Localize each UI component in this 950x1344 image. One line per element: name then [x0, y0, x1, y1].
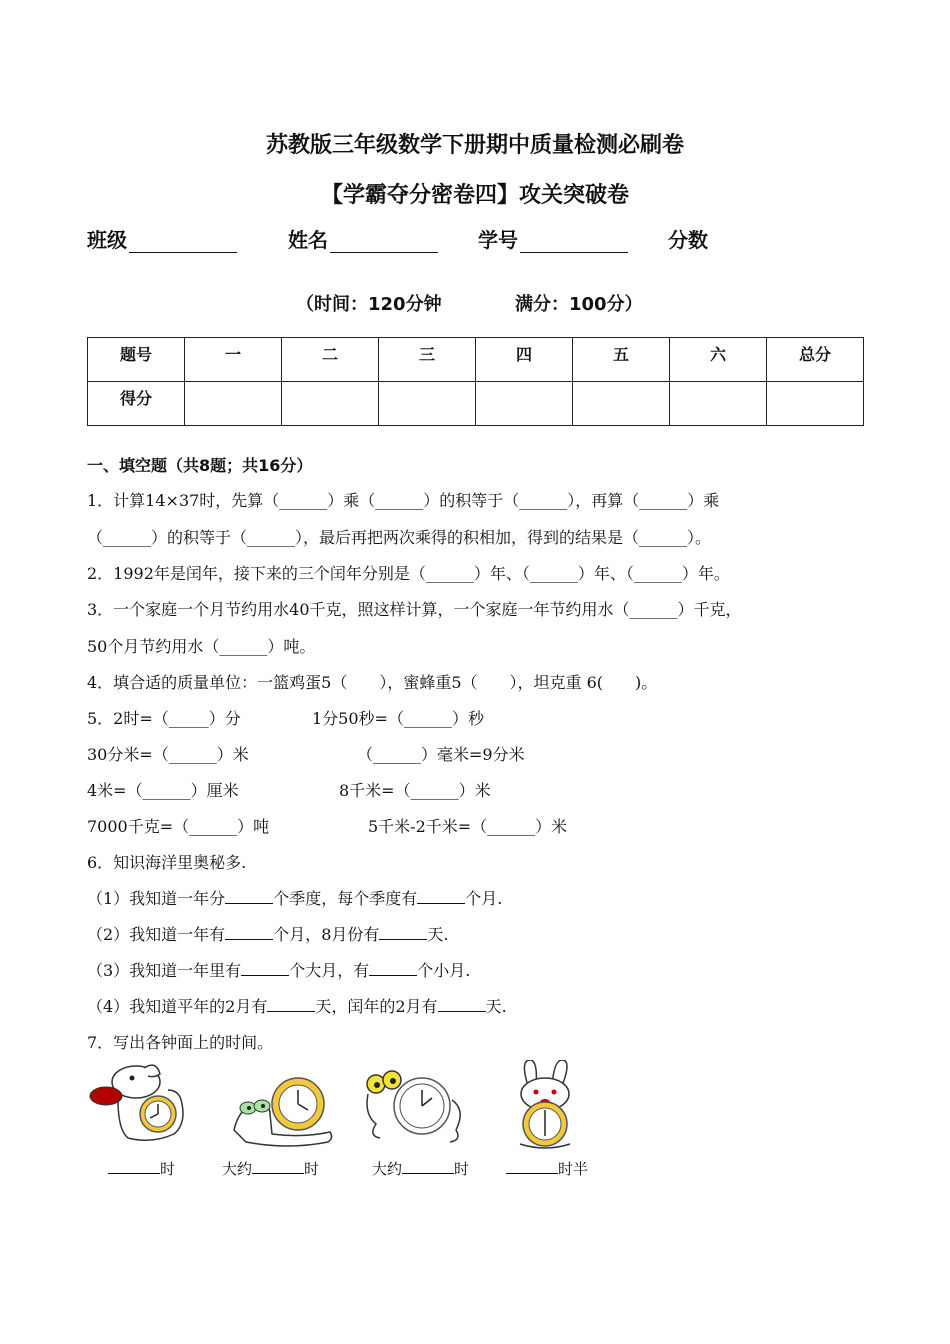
score-cell[interactable]	[573, 382, 670, 426]
rabbit-clock-icon	[500, 1060, 590, 1152]
clock-caption-4: 时半	[506, 1158, 588, 1179]
question-3-line-2: 50个月节约用水（______）吨。	[87, 637, 316, 656]
question-5-item: （______）毫米=9分米	[357, 745, 525, 764]
table-header-cell: 总分	[767, 338, 864, 382]
question-6-part-4: （4）我知道平年的2月有 天，闰年的2月有 天.	[87, 997, 507, 1016]
question-7: 7．写出各钟面上的时间。	[87, 1033, 274, 1052]
question-2: 2．1992年是闰年，接下来的三个闰年分别是（______）年、（______）年、（______）年。	[87, 564, 730, 583]
snail-clock-icon	[228, 1060, 338, 1152]
question-3-line-1: 3．一个家庭一个月节约用水40千克，照这样计算，一个家庭一年节约用水（______）千克，	[87, 600, 742, 619]
question-1-line-2: （______）的积等于（______），最后再把两次乘得的积相加，得到的结果是（______）。	[87, 528, 712, 547]
question-6-part-2: （2）我知道一年有 个月，8月份有 天.	[87, 925, 449, 944]
frog-clock-icon	[362, 1060, 472, 1152]
score-cell[interactable]	[476, 382, 573, 426]
question-1-line-1: 1．计算14×37时，先算（______）乘（______）的积等于（______），再算（______）乘	[87, 491, 720, 510]
table-header-cell: 六	[670, 338, 767, 382]
table-header-cell: 四	[476, 338, 573, 382]
score-cell[interactable]	[767, 382, 864, 426]
score-cell[interactable]	[670, 382, 767, 426]
score-label: 分数	[668, 228, 708, 252]
question-5-item: 30分米=（______）米	[87, 745, 249, 764]
question-5-item: 7000千克=（______）吨	[87, 817, 270, 836]
dog-clock-icon	[88, 1060, 198, 1152]
score-cell[interactable]	[185, 382, 282, 426]
question-5-item: 5．2时=（_____）分	[87, 709, 241, 728]
section-heading: 一、填空题（共8题；共16分）	[87, 456, 313, 475]
clock-caption-3: 大约 时	[372, 1160, 470, 1178]
page-subtitle: 【学霸夺分密卷四】攻关突破卷	[320, 183, 629, 208]
score-cell[interactable]	[379, 382, 476, 426]
question-5-item: 8千米=（______）米	[339, 781, 491, 800]
time-limit: （时间：120分钟	[296, 294, 442, 315]
question-4: 4．填合适的质量单位：一篮鸡蛋5（ ），蜜蜂重5（ ），坦克重 6( )。	[87, 673, 658, 692]
question-6-part-3: （3）我知道一年里有 个大月，有 个小月.	[87, 961, 471, 980]
question-5-item: 4米=（______）厘米	[87, 781, 239, 800]
table-header-cell: 题号	[88, 338, 185, 382]
name-field[interactable]: 姓名	[288, 224, 438, 253]
question-6: 6．知识海洋里奥秘多.	[87, 853, 247, 872]
table-header-cell: 一	[185, 338, 282, 382]
question-5-item: 1分50秒=（______）秒	[312, 709, 484, 728]
class-field[interactable]: 班级	[87, 224, 237, 253]
question-5-item: 5千米-2千米=（______）米	[368, 817, 568, 836]
table-header-cell: 五	[573, 338, 670, 382]
clock-caption-2: 大约 时	[222, 1160, 320, 1178]
full-marks: 满分：100分）	[515, 294, 643, 315]
clock-caption-1: 时	[108, 1158, 175, 1179]
table-header-cell: 三	[379, 338, 476, 382]
score-cell[interactable]	[282, 382, 379, 426]
question-6-part-1: （1）我知道一年分 个季度，每个季度有 个月.	[87, 889, 503, 908]
score-table	[87, 337, 864, 426]
table-header-cell: 二	[282, 338, 379, 382]
student-id-field[interactable]: 学号	[478, 224, 628, 253]
page-title: 苏教版三年级数学下册期中质量检测必刷卷	[265, 133, 684, 158]
table-row-label: 得分	[88, 382, 185, 426]
